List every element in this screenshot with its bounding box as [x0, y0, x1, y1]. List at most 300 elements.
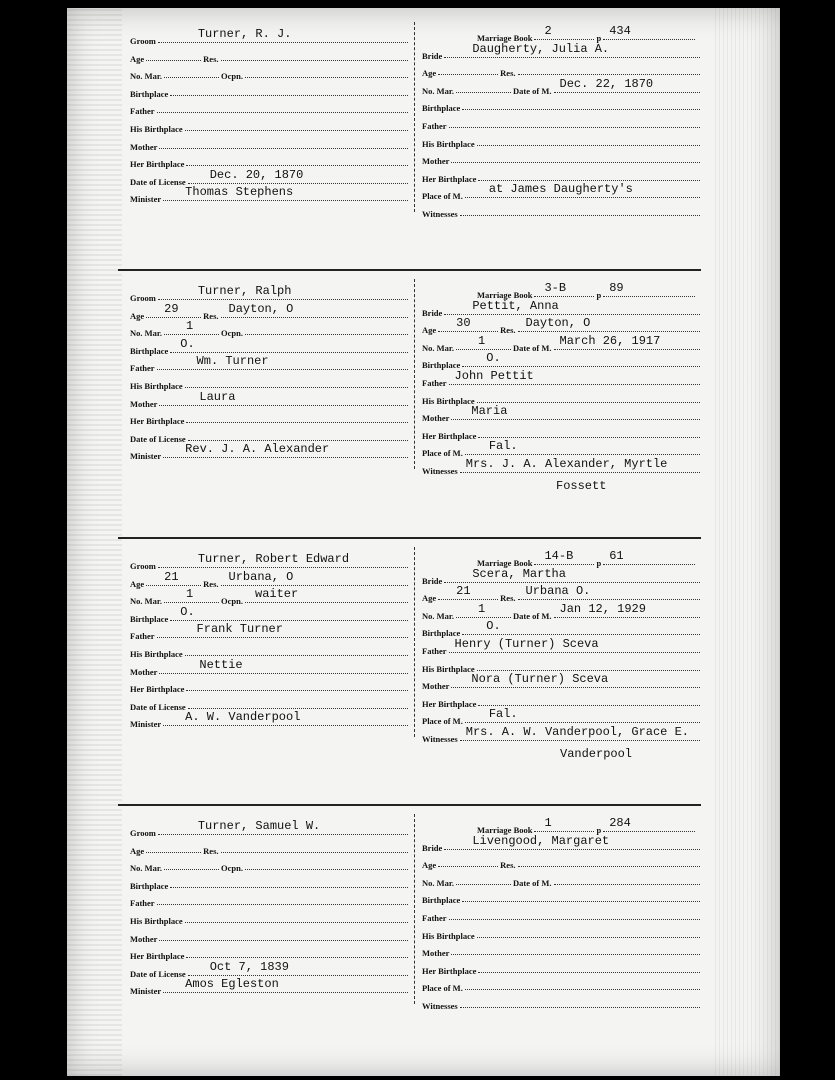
record-2-age-res-label-1: Res.: [203, 310, 219, 321]
record-1-bride-his-birthplace: [422, 133, 702, 149]
record-2-bride-dots-0: [444, 298, 700, 315]
record-1-marriage-book-dots-0: [534, 24, 594, 40]
record-4-marriage-book-label-0: Marriage Book: [477, 825, 533, 835]
record-1-witnesses-label-0: Witnesses: [422, 209, 458, 219]
record-4-minister-dots-0: [163, 977, 408, 993]
record-2-his-birthplace-label-0: His Birthplace: [130, 381, 183, 391]
record-1-mother: [130, 136, 410, 152]
record-3-her-birthplace-label-0: Her Birthplace: [130, 684, 185, 695]
record-4-father-label-0: Father: [130, 898, 155, 909]
record-3-groom-dots-0: [158, 552, 408, 568]
record-1-bride-father-label-0: Father: [422, 121, 447, 131]
record-2-place-of-m-value-0: Fal.: [488, 439, 518, 454]
record-2-age-res: [130, 301, 410, 321]
record-2-age-res-label-0: Age: [130, 310, 145, 321]
record-1-bride-age-res-dots-0: [438, 73, 498, 75]
record-3-mother-value-0: Nettie: [199, 657, 243, 672]
record-3-father-label-0: Father: [130, 631, 155, 642]
record-1-bride-nomar-date-dots-0: [456, 91, 511, 93]
record-1-minister-value-0: Thomas Stephens: [185, 185, 294, 200]
record-1-bride-age-res-label-0: Age: [422, 68, 437, 79]
scan-noise-right: [715, 8, 780, 1076]
record-4-birthplace: [130, 875, 410, 891]
record-3-bride-nomar-date: [422, 601, 702, 621]
record-4-bride-her-birthplace-label-0: Her Birthplace: [422, 965, 477, 976]
record-3-date-of-license: [130, 696, 410, 712]
record-2-bride-his-birthplace: [422, 390, 702, 406]
record-1-bride-nomar-date: [422, 76, 702, 96]
record-3-bride-value-0: Scera, Martha: [472, 566, 566, 581]
record-4-witnesses-label-0: Witnesses: [422, 1001, 458, 1011]
record-1-marriage-book-value-0: 2: [544, 24, 552, 38]
record-3-age-res-dots-0: [146, 569, 201, 586]
record-1-minister-dots-0: [163, 185, 408, 201]
record-2-bride-his-birthplace-label-0: His Birthplace: [422, 395, 475, 406]
record-3-marriage-book-label-1: p: [596, 558, 602, 568]
record-3-bride-nomar-date-label-1: Date of M.: [513, 610, 552, 621]
record-1-witnesses: [422, 203, 702, 219]
record-2-birthplace-dots-0: [170, 336, 408, 353]
record-3-bride-her-birthplace: [422, 693, 702, 709]
record-1-birthplace-label-0: Birthplace: [130, 88, 169, 99]
record-2-birthplace-value-0: O.: [180, 336, 195, 351]
record-3-date-of-license-dots-0: [188, 707, 408, 709]
record-4-bride-age-res: [422, 854, 702, 870]
record-2-groom-label-0: Groom: [130, 293, 156, 303]
record-4-marriage-book-value-1: 284: [609, 816, 631, 830]
record-4-date-of-license-dots-0: [188, 959, 408, 976]
record-1-marriage-book-value-1: 434: [609, 24, 631, 38]
record-2-bride-nomar-date-dots-1: [554, 333, 700, 350]
record-2-age-res-value-0: 29: [164, 301, 179, 316]
record-2-nomar-ocpn-label-1: Ocpn.: [221, 328, 243, 339]
record-2-bride-nomar-date: [422, 333, 702, 353]
record-3-bride-birthplace-label-0: Birthplace: [422, 628, 461, 639]
record-4-groom-value-0: Turner, Samuel W.: [197, 819, 321, 833]
record-4-her-birthplace: [130, 945, 410, 961]
record-1-bride-father-dots-0: [449, 126, 700, 128]
record-3-marriage-book-label-0: Marriage Book: [477, 558, 533, 568]
record-2-father: [130, 354, 410, 374]
record-1-nomar-ocpn-label-1: Ocpn.: [221, 71, 243, 82]
record-2-bride-age-res-value-1: Dayton, O: [525, 316, 591, 331]
record-4-place-of-m-dots-0: [465, 988, 700, 990]
record-3-bride: [422, 566, 702, 586]
record-1-bride-his-birthplace-label-0: His Birthplace: [422, 138, 475, 149]
record-4-witnesses-dots-0: [460, 1006, 700, 1008]
record-2-bride-birthplace: [422, 351, 702, 371]
record-4-bride-nomar-date-label-0: No. Mar.: [422, 877, 455, 888]
record-1-bride-birthplace: [422, 97, 702, 113]
record-4-bride-birthplace: [422, 889, 702, 905]
record-4-bride-father: [422, 907, 702, 923]
record-2-bride-age-res-value-0: 30: [456, 316, 471, 331]
record-3-bride-mother-dots-0: [451, 672, 700, 688]
record-2-his-birthplace: [130, 375, 410, 391]
record-3-marriage-book-value-1: 61: [609, 549, 624, 563]
record-1-bride-her-birthplace-label-0: Her Birthplace: [422, 173, 477, 184]
record-2-bride-her-birthplace: [422, 425, 702, 441]
record-2-bride-father: [422, 369, 702, 388]
record-3-bride-father-label-0: Father: [422, 646, 447, 656]
record-1-her-birthplace-dots-0: [186, 164, 408, 166]
record-4-her-birthplace-dots-0: [186, 956, 408, 958]
record-4-groom-label-0: Groom: [130, 828, 156, 838]
record-3-bride-his-birthplace-label-0: His Birthplace: [422, 663, 475, 674]
record-4-bride-age-res-label-1: Res.: [500, 860, 516, 871]
record-3-place-of-m-dots-0: [465, 707, 700, 723]
record-3-marriage-book-value-0: 14-B: [544, 549, 574, 563]
record-4-marriage-book: [477, 816, 697, 835]
record-2-birthplace-label-0: Birthplace: [130, 345, 169, 356]
record-4-age-res: [130, 840, 410, 856]
record-2-bride: [422, 298, 702, 318]
record-2-witnesses-cont: Fossett: [556, 478, 607, 493]
record-2-bride-nomar-date-label-0: No. Mar.: [422, 342, 455, 353]
record-4-marriage-book-label-1: p: [596, 825, 602, 835]
record-4-bride-label-0: Bride: [422, 842, 443, 853]
record-2-date-of-license: [130, 428, 410, 444]
record-4-witnesses: [422, 995, 702, 1011]
record-3-nomar-ocpn-label-1: Ocpn.: [221, 596, 243, 607]
record-3-place-of-m-value-0: Fal.: [488, 707, 518, 722]
record-3-age-res-value-0: 21: [164, 569, 179, 584]
record-3-witnesses: [422, 725, 702, 744]
record-4-bride-her-birthplace: [422, 960, 702, 976]
record-3-bride-age-res-dots-1: [518, 584, 700, 600]
record-2-marriage-book-dots-0: [534, 281, 594, 297]
record-4-place-of-m: [422, 977, 702, 993]
record-3-bride-nomar-date-label-0: No. Mar.: [422, 610, 455, 621]
record-1-his-birthplace-dots-0: [185, 129, 408, 131]
record-2-groom: [130, 284, 410, 303]
record-3-place-of-m-label-0: Place of M.: [422, 716, 463, 727]
record-4-bride-age-res-dots-0: [438, 865, 498, 867]
record-2-bride-label-0: Bride: [422, 307, 443, 318]
record-2-minister: [130, 442, 410, 462]
record-2-bride-mother-value-0: Maria: [471, 404, 508, 419]
record-3-age-res-value-1: Urbana, O: [228, 569, 294, 584]
scan-noise-left: [67, 8, 122, 1076]
record-2-bride-age-res-dots-0: [438, 316, 498, 332]
record-1-date-of-license-value-0: Dec. 20, 1870: [209, 167, 304, 182]
record-2-bride-mother-label-0: Mother: [422, 413, 450, 424]
record-2-bride-age-res: [422, 316, 702, 336]
record-2-minister-label-0: Minister: [130, 451, 162, 462]
record-3-her-birthplace-dots-0: [186, 689, 408, 691]
record-2-bride-father-value-0: John Pettit: [454, 369, 534, 383]
record-1-place-of-m: [422, 182, 702, 202]
record-1-divider: [414, 22, 415, 212]
record-4-mother-dots-0: [159, 939, 408, 941]
record-3-bride-birthplace: [422, 619, 702, 639]
record-3-marriage-book-dots-1: [603, 549, 695, 565]
record-2-bride-nomar-date-dots-0: [456, 333, 511, 350]
record-1-witnesses-dots-0: [460, 214, 700, 216]
record-1-mother-dots-0: [159, 147, 408, 149]
record-2-groom-dots-0: [158, 284, 408, 300]
record-2-bride-mother-dots-0: [451, 404, 700, 420]
record-1-bride-label-0: Bride: [422, 50, 443, 61]
record-3-bride-age-res-value-0: 21: [456, 584, 471, 599]
record-2-bride-her-birthplace-label-0: Her Birthplace: [422, 430, 477, 441]
record-3-nomar-ocpn-dots-0: [164, 587, 219, 603]
record-2-bride-value-0: Pettit, Anna: [472, 298, 559, 313]
record-1-age-res-dots-0: [146, 59, 201, 61]
record-2-witnesses-label-0: Witnesses: [422, 466, 458, 476]
record-3-age-res-label-1: Res.: [203, 578, 219, 589]
record-2-father-dots-0: [157, 354, 408, 370]
record-2-bride-his-birthplace-dots-0: [477, 401, 700, 403]
record-4-his-birthplace: [130, 910, 410, 926]
record-4-bride-age-res-dots-1: [518, 865, 700, 867]
record-1-bride: [422, 41, 702, 61]
record-3-separator: [118, 804, 701, 806]
record-4-minister: [130, 977, 410, 997]
record-3-minister: [130, 710, 410, 730]
record-4-bride-his-birthplace: [422, 925, 702, 941]
record-3-birthplace: [130, 604, 410, 624]
record-2-bride-birthplace-value-0: O.: [486, 351, 501, 366]
record-4-bride-mother-label-0: Mother: [422, 948, 450, 959]
record-1-bride-age-res: [422, 62, 702, 78]
record-1-marriage-book: [477, 24, 697, 43]
record-1-separator: [118, 269, 701, 271]
record-2-marriage-book: [477, 281, 697, 300]
record-1-place-of-m-dots-0: [465, 182, 700, 198]
record-2-place-of-m-dots-0: [465, 439, 700, 455]
record-4-her-birthplace-label-0: Her Birthplace: [130, 951, 185, 962]
record-3-divider: [414, 547, 415, 737]
record-4-place-of-m-label-0: Place of M.: [422, 983, 463, 994]
record-3-bride-age-res-dots-0: [438, 584, 498, 600]
record-3-minister-dots-0: [163, 710, 408, 726]
record-3-mother-label-0: Mother: [130, 666, 158, 677]
record-4-bride-nomar-date-dots-1: [554, 883, 700, 885]
record-4-minister-value-0: Amos Egleston: [185, 977, 279, 992]
record-1-her-birthplace: [130, 153, 410, 169]
record-3-bride-birthplace-dots-0: [462, 619, 700, 635]
record-2-place-of-m: [422, 439, 702, 459]
record-2-witnesses-dots-0: [460, 457, 700, 473]
record-2-birthplace: [130, 336, 410, 356]
record-4-date-of-license-label-0: Date of License: [130, 968, 186, 979]
record-4-bride-father-dots-0: [449, 918, 700, 920]
record-3-birthplace-dots-0: [170, 604, 408, 621]
record-4-bride-mother-dots-0: [451, 953, 700, 955]
record-4-his-birthplace-label-0: His Birthplace: [130, 916, 183, 926]
record-3-bride-father: [422, 637, 702, 656]
record-4-bride-her-birthplace-dots-0: [478, 971, 700, 973]
record-1-age-res-dots-1: [221, 59, 408, 61]
record-2-bride-mother: [422, 404, 702, 424]
record-4-date-of-license: [130, 959, 410, 979]
record-3-witnesses-label-0: Witnesses: [422, 734, 458, 744]
record-4-bride-nomar-date-dots-0: [456, 883, 511, 885]
record-1-bride-her-birthplace-dots-0: [478, 179, 700, 181]
record-1-date-of-license-label-0: Date of License: [130, 176, 186, 187]
record-1-bride-his-birthplace-dots-0: [477, 144, 700, 146]
record-3-nomar-ocpn-value-1: waiter: [255, 587, 299, 602]
record-2-nomar-ocpn-value-0: 1: [186, 319, 194, 334]
record-2-age-res-value-1: Dayton, O: [228, 301, 294, 316]
record-3-groom-value-0: Turner, Robert Edward: [197, 552, 350, 566]
record-2-his-birthplace-dots-0: [185, 386, 408, 388]
record-1-birthplace: [130, 83, 410, 99]
record-4-marriage-book-dots-1: [603, 816, 695, 832]
record-1-bride-nomar-date-label-1: Date of M.: [513, 85, 552, 96]
record-3-marriage-book-dots-0: [534, 549, 594, 565]
record-2-marriage-book-label-0: Marriage Book: [477, 290, 533, 300]
record-1-his-birthplace: [130, 118, 410, 134]
record-2-minister-dots-0: [163, 442, 408, 458]
record-3-witnesses-dots-0: [460, 725, 700, 741]
record-1-bride-mother-dots-0: [451, 161, 700, 163]
record-3-bride-nomar-date-value-0: 1: [478, 601, 486, 616]
record-3-bride-nomar-date-value-1: Jan 12, 1929: [559, 601, 646, 616]
record-1-minister-label-0: Minister: [130, 194, 162, 205]
record-4-bride-father-label-0: Father: [422, 913, 447, 923]
record-2-her-birthplace: [130, 410, 410, 426]
record-1-nomar-ocpn-dots-1: [245, 76, 408, 78]
record-4-date-of-license-value-0: Oct 7, 1839: [209, 959, 289, 974]
record-1-nomar-ocpn-dots-0: [164, 76, 219, 78]
record-3-father: [130, 622, 410, 642]
record-3-nomar-ocpn: [130, 587, 410, 607]
record-3-age-res-label-0: Age: [130, 578, 145, 589]
record-4-nomar-ocpn-dots-1: [245, 868, 408, 870]
record-2-her-birthplace-label-0: Her Birthplace: [130, 416, 185, 427]
record-4-bride-mother: [422, 942, 702, 958]
record-3-birthplace-value-0: O.: [180, 604, 195, 619]
record-3-nomar-ocpn-label-0: No. Mar.: [130, 596, 163, 607]
record-3-bride-father-value-0: Henry (Turner) Sceva: [454, 637, 599, 651]
record-2-separator: [118, 537, 701, 539]
record-2-father-label-0: Father: [130, 363, 155, 374]
record-2-witnesses: [422, 457, 702, 476]
record-3-bride-her-birthplace-dots-0: [478, 704, 700, 706]
record-1-bride-mother: [422, 150, 702, 166]
record-2-marriage-book-value-0: 3-B: [544, 281, 567, 295]
record-2-bride-nomar-date-value-0: 1: [478, 333, 486, 348]
record-3-age-res: [130, 569, 410, 589]
record-1-bride-birthplace-label-0: Birthplace: [422, 103, 461, 114]
record-2-minister-value-0: Rev. J. A. Alexander: [185, 442, 330, 457]
record-3-bride-birthplace-value-0: O.: [486, 619, 501, 634]
record-3-birthplace-label-0: Birthplace: [130, 613, 169, 624]
record-4-his-birthplace-dots-0: [185, 921, 408, 923]
record-2-nomar-ocpn-label-0: No. Mar.: [130, 328, 163, 339]
record-2-mother-label-0: Mother: [130, 398, 158, 409]
record-4-mother-label-0: Mother: [130, 933, 158, 944]
record-4-bride-birthplace-dots-0: [462, 900, 700, 902]
record-3-bride-his-birthplace-dots-0: [477, 669, 700, 671]
record-4-nomar-ocpn-label-0: No. Mar.: [130, 863, 163, 874]
record-2-bride-nomar-date-label-1: Date of M.: [513, 342, 552, 353]
record-2-father-value-0: Wm. Turner: [196, 354, 269, 369]
record-1-birthplace-dots-0: [170, 94, 408, 96]
record-3-bride-nomar-date-dots-0: [456, 601, 511, 618]
record-4-mother: [130, 928, 410, 944]
record-2-marriage-book-value-1: 89: [609, 281, 624, 295]
record-4-bride-his-birthplace-label-0: His Birthplace: [422, 930, 475, 941]
record-4-marriage-book-dots-0: [534, 816, 594, 832]
record-1-marriage-book-label-1: p: [596, 33, 602, 43]
record-1-bride-mother-label-0: Mother: [422, 156, 450, 167]
record-2-bride-father-label-0: Father: [422, 378, 447, 388]
record-1-her-birthplace-label-0: Her Birthplace: [130, 159, 185, 170]
record-2-mother-dots-0: [159, 389, 408, 406]
record-1-bride-age-res-dots-1: [518, 73, 700, 75]
record-1-father-dots-0: [157, 111, 408, 113]
record-1-bride-nomar-date-label-0: No. Mar.: [422, 85, 455, 96]
record-2-witnesses-value-0: Mrs. J. A. Alexander, Myrtle: [465, 457, 668, 471]
record-3-witnesses-cont: Vanderpool: [560, 746, 633, 761]
record-1-nomar-ocpn: [130, 65, 410, 81]
record-4-nomar-ocpn: [130, 857, 410, 873]
record-3-bride-age-res-value-1: Urbana O.: [525, 584, 591, 599]
record-3-date-of-license-label-0: Date of License: [130, 701, 186, 712]
record-1-date-of-license-dots-0: [188, 167, 408, 184]
record-3-age-res-dots-1: [221, 569, 408, 586]
record-3-mother-dots-0: [159, 657, 408, 674]
record-1-age-res: [130, 48, 410, 64]
record-1-bride-dots-0: [444, 41, 700, 58]
record-3-marriage-book: [477, 549, 697, 568]
record-1-bride-father: [422, 115, 702, 131]
record-1-place-of-m-label-0: Place of M.: [422, 191, 463, 202]
record-4-divider: [414, 814, 415, 1004]
record-3-bride-her-birthplace-label-0: Her Birthplace: [422, 698, 477, 709]
record-3-bride-label-0: Bride: [422, 575, 443, 586]
record-4-groom: [130, 819, 410, 838]
record-1-age-res-label-1: Res.: [203, 53, 219, 64]
record-4-birthplace-dots-0: [170, 886, 408, 888]
record-1-bride-birthplace-dots-0: [462, 108, 700, 110]
record-2-date-of-license-dots-0: [188, 439, 408, 441]
record-2-bride-age-res-label-1: Res.: [500, 325, 516, 336]
record-4-bride-dots-0: [444, 833, 700, 850]
record-1-bride-age-res-label-1: Res.: [500, 68, 516, 79]
record-3-his-birthplace-dots-0: [185, 654, 408, 656]
record-3-bride-father-dots-0: [449, 637, 700, 653]
record-1-bride-nomar-date-value-1: Dec. 22, 1870: [559, 76, 654, 91]
record-2-groom-value-0: Turner, Ralph: [197, 284, 292, 298]
record-1-mother-label-0: Mother: [130, 141, 158, 152]
record-2-bride-father-dots-0: [449, 369, 700, 385]
record-3-minister-label-0: Minister: [130, 719, 162, 730]
record-3-nomar-ocpn-dots-1: [245, 587, 408, 603]
record-1-marriage-book-dots-1: [603, 24, 695, 40]
record-3-bride-mother: [422, 672, 702, 692]
record-4-age-res-dots-0: [146, 851, 201, 853]
record-3-father-value-0: Frank Turner: [196, 622, 283, 637]
record-3-bride-dots-0: [444, 566, 700, 583]
record-1-age-res-label-0: Age: [130, 53, 145, 64]
record-3-bride-age-res-label-1: Res.: [500, 593, 516, 604]
record-1-bride-value-0: Daugherty, Julia A.: [472, 41, 610, 56]
record-4-marriage-book-value-0: 1: [544, 816, 552, 830]
record-1-bride-her-birthplace: [422, 168, 702, 184]
record-2-bride-birthplace-dots-0: [462, 351, 700, 367]
record-2-bride-nomar-date-value-1: March 26, 1917: [559, 333, 661, 348]
record-3-bride-age-res-label-0: Age: [422, 593, 437, 604]
record-4-age-res-label-0: Age: [130, 845, 145, 856]
record-2-bride-age-res-dots-1: [518, 316, 700, 332]
record-1-groom-dots-0: [158, 27, 408, 43]
record-4-bride-birthplace-label-0: Birthplace: [422, 895, 461, 906]
record-3-place-of-m: [422, 707, 702, 727]
